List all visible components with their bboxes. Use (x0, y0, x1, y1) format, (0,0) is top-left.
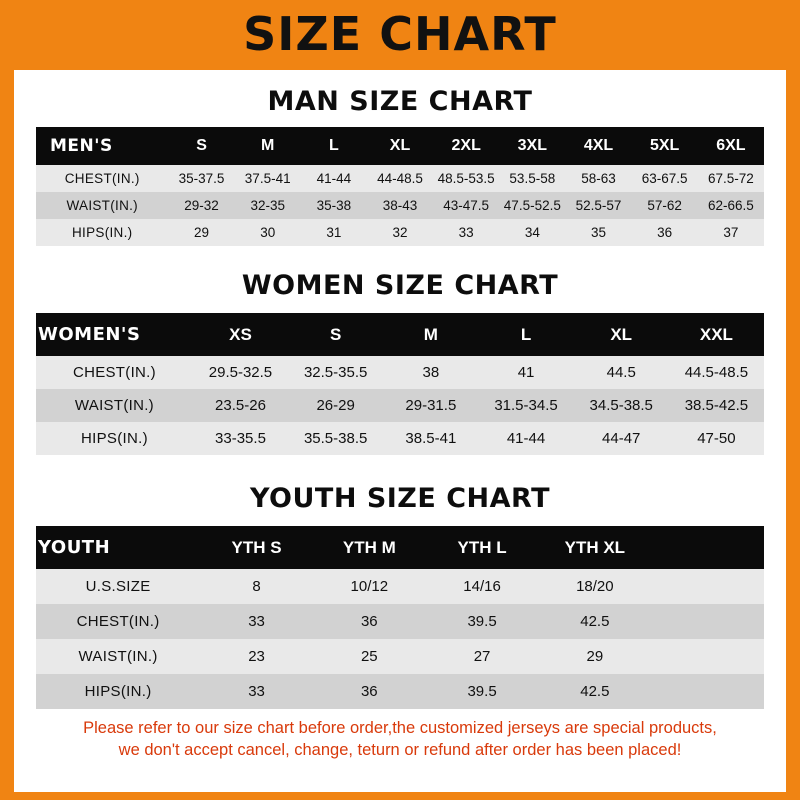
man-r1-c8: 57-62 (647, 198, 682, 213)
man-r2-c3: 31 (326, 225, 342, 240)
youth-col-4: YTH XL (564, 537, 626, 557)
women-col-5: XL (610, 324, 633, 344)
women-r0-c6: 44.5-48.5 (684, 364, 749, 381)
man-col-3: L (328, 137, 339, 154)
man-r1-c7: 52.5-57 (575, 198, 622, 213)
table-row (36, 219, 764, 246)
youth-r0-c2: 10/12 (350, 578, 389, 595)
youth-r1-c4: 42.5 (580, 613, 610, 630)
youth-r1-c2: 36 (360, 613, 378, 630)
youth-col-1: YTH S (231, 537, 282, 557)
youth-r1-c0: CHEST(IN.) (76, 613, 160, 630)
man-r0-c9: 67.5-72 (707, 171, 754, 186)
man-col-8: 5XL (649, 137, 680, 154)
youth-r3-c3: 39.5 (467, 683, 497, 700)
table-row (36, 604, 764, 639)
youth-r3-c4: 42.5 (580, 683, 610, 700)
women-r2-c3: 38.5-41 (405, 430, 457, 447)
man-r1-c5: 43-47.5 (443, 198, 490, 213)
man-r2-c0: HIPS(IN.) (72, 225, 133, 240)
youth-chart-wrap (14, 526, 786, 709)
man-r0-c4: 44-48.5 (377, 171, 423, 186)
women-col-0: WOMEN'S (38, 324, 141, 345)
women-r1-c3: 29-31.5 (405, 397, 457, 414)
women-r0-c3: 38 (422, 364, 440, 381)
table-header-row (36, 313, 764, 356)
table-row (36, 356, 764, 389)
youth-col-2: YTH M (342, 537, 396, 557)
youth-r2-c1: 23 (248, 648, 265, 665)
man-r2-c8: 36 (657, 225, 673, 240)
man-r2-c2: 30 (260, 225, 276, 240)
women-r0-c0: CHEST(IN.) (72, 364, 156, 381)
youth-r1-c3: 39.5 (467, 613, 497, 630)
women-table-body (36, 356, 764, 455)
youth-r3-c1: 33 (248, 683, 265, 700)
table-row (36, 422, 764, 455)
youth-r1-c5 (651, 604, 764, 639)
man-r0-c2: 37.5-41 (244, 171, 291, 186)
youth-r3-c5 (651, 674, 764, 709)
man-r1-c4: 38-43 (382, 198, 418, 213)
table-row (36, 192, 764, 219)
youth-r0-c3: 14/16 (463, 578, 501, 595)
man-table-body (36, 165, 764, 246)
table-header-row (36, 127, 764, 165)
women-r1-c2: 26-29 (316, 397, 355, 414)
table-row (36, 389, 764, 422)
table-row (36, 639, 764, 674)
youth-r3-c2: 36 (360, 683, 378, 700)
women-col-2: S (329, 324, 342, 344)
youth-r0-c0: U.S.SIZE (85, 578, 151, 595)
man-col-2: M (261, 137, 275, 154)
youth-r2-c4: 29 (586, 648, 604, 665)
youth-r1-c1: 33 (248, 613, 265, 630)
man-r2-c5: 33 (458, 225, 474, 240)
page-title: SIZE CHART (243, 7, 557, 61)
women-r0-c1: 29.5-32.5 (208, 364, 273, 381)
man-col-0: MEN'S (50, 136, 113, 156)
women-r1-c1: 23.5-26 (215, 397, 266, 414)
man-chart-wrap (14, 127, 786, 246)
youth-r2-c3: 27 (473, 648, 491, 665)
women-r2-c5: 44-47 (602, 430, 641, 447)
women-size-table (36, 313, 764, 455)
man-r0-c0: CHEST(IN.) (64, 171, 140, 186)
women-r2-c0: HIPS(IN.) (81, 430, 148, 447)
man-r1-c0: WAIST(IN.) (66, 198, 138, 213)
women-col-6: XXL (699, 324, 733, 344)
youth-table-head (36, 526, 764, 569)
women-r1-c0: WAIST(IN.) (74, 397, 154, 414)
footer-note-line1: Please refer to our size chart before order,the customized jerseys are special products, (83, 719, 717, 737)
youth-table-body (36, 569, 764, 709)
footer-note-line2: we don't accept cancel, change, teturn or refund after order has been placed! (118, 741, 682, 760)
man-r0-c3: 41-44 (316, 171, 352, 186)
women-r0-c2: 32.5-35.5 (303, 364, 368, 381)
youth-section-title: YOUTH SIZE CHART (249, 483, 551, 514)
man-r1-c9: 62-66.5 (707, 198, 754, 213)
women-col-1: XS (229, 324, 252, 344)
man-col-7: 4XL (583, 137, 614, 154)
women-r2-c4: 41-44 (506, 430, 546, 447)
man-r2-c4: 32 (392, 225, 408, 240)
youth-r0-c4: 18/20 (576, 578, 614, 595)
man-r2-c9: 37 (723, 225, 739, 240)
women-col-4: L (520, 324, 532, 344)
man-section-title: MAN SIZE CHART (267, 86, 533, 117)
women-r1-c5: 34.5-38.5 (589, 397, 653, 414)
header-band (0, 0, 800, 70)
man-col-5: 2XL (451, 137, 481, 154)
women-table-head (36, 313, 764, 356)
man-size-table (36, 127, 764, 246)
man-r0-c7: 58-63 (581, 171, 616, 186)
man-r1-c6: 47.5-52.5 (503, 198, 561, 213)
table-header-row (36, 526, 764, 569)
bottom-band (14, 792, 800, 800)
youth-r0-c5 (651, 569, 764, 604)
man-r1-c2: 32-35 (250, 198, 285, 213)
man-table-head (36, 127, 764, 165)
youth-r2-c2: 25 (360, 648, 378, 665)
women-r2-c1: 33-35.5 (215, 430, 266, 447)
table-row (36, 165, 764, 192)
youth-r2-c5 (651, 639, 764, 674)
youth-col-0: YOUTH (38, 537, 111, 558)
man-col-9: 6XL (716, 137, 746, 154)
man-r0-c1: 35-37.5 (178, 171, 225, 186)
women-r1-c6: 38.5-42.5 (684, 397, 749, 414)
man-col-1: S (196, 137, 207, 154)
man-col-4: XL (389, 137, 411, 154)
man-r2-c7: 35 (590, 225, 606, 240)
man-r0-c6: 53.5-58 (509, 171, 556, 186)
man-r1-c3: 35-38 (316, 198, 352, 213)
women-r0-c4: 41 (517, 364, 535, 381)
man-r2-c1: 29 (194, 225, 210, 240)
table-row (36, 674, 764, 709)
women-section-title: WOMEN SIZE CHART (241, 270, 559, 301)
man-r1-c1: 29-32 (184, 198, 219, 213)
women-r2-c6: 47-50 (697, 430, 736, 447)
women-chart-wrap (14, 313, 786, 455)
youth-size-table (36, 526, 764, 709)
youth-col-5 (651, 526, 764, 569)
man-r0-c5: 48.5-53.5 (437, 171, 495, 186)
youth-r2-c0: WAIST(IN.) (78, 648, 158, 665)
youth-col-3: YTH L (457, 537, 507, 557)
table-row (36, 569, 764, 604)
footer-note (14, 709, 786, 762)
women-col-3: M (423, 324, 438, 344)
man-r0-c8: 63-67.5 (641, 171, 688, 186)
man-col-6: 3XL (517, 137, 547, 154)
youth-r0-c1: 8 (252, 578, 261, 595)
youth-r3-c0: HIPS(IN.) (84, 683, 152, 700)
women-r0-c5: 44.5 (606, 364, 636, 381)
man-r2-c6: 34 (524, 225, 540, 240)
women-r1-c4: 31.5-34.5 (494, 397, 558, 414)
women-r2-c2: 35.5-38.5 (303, 430, 368, 447)
